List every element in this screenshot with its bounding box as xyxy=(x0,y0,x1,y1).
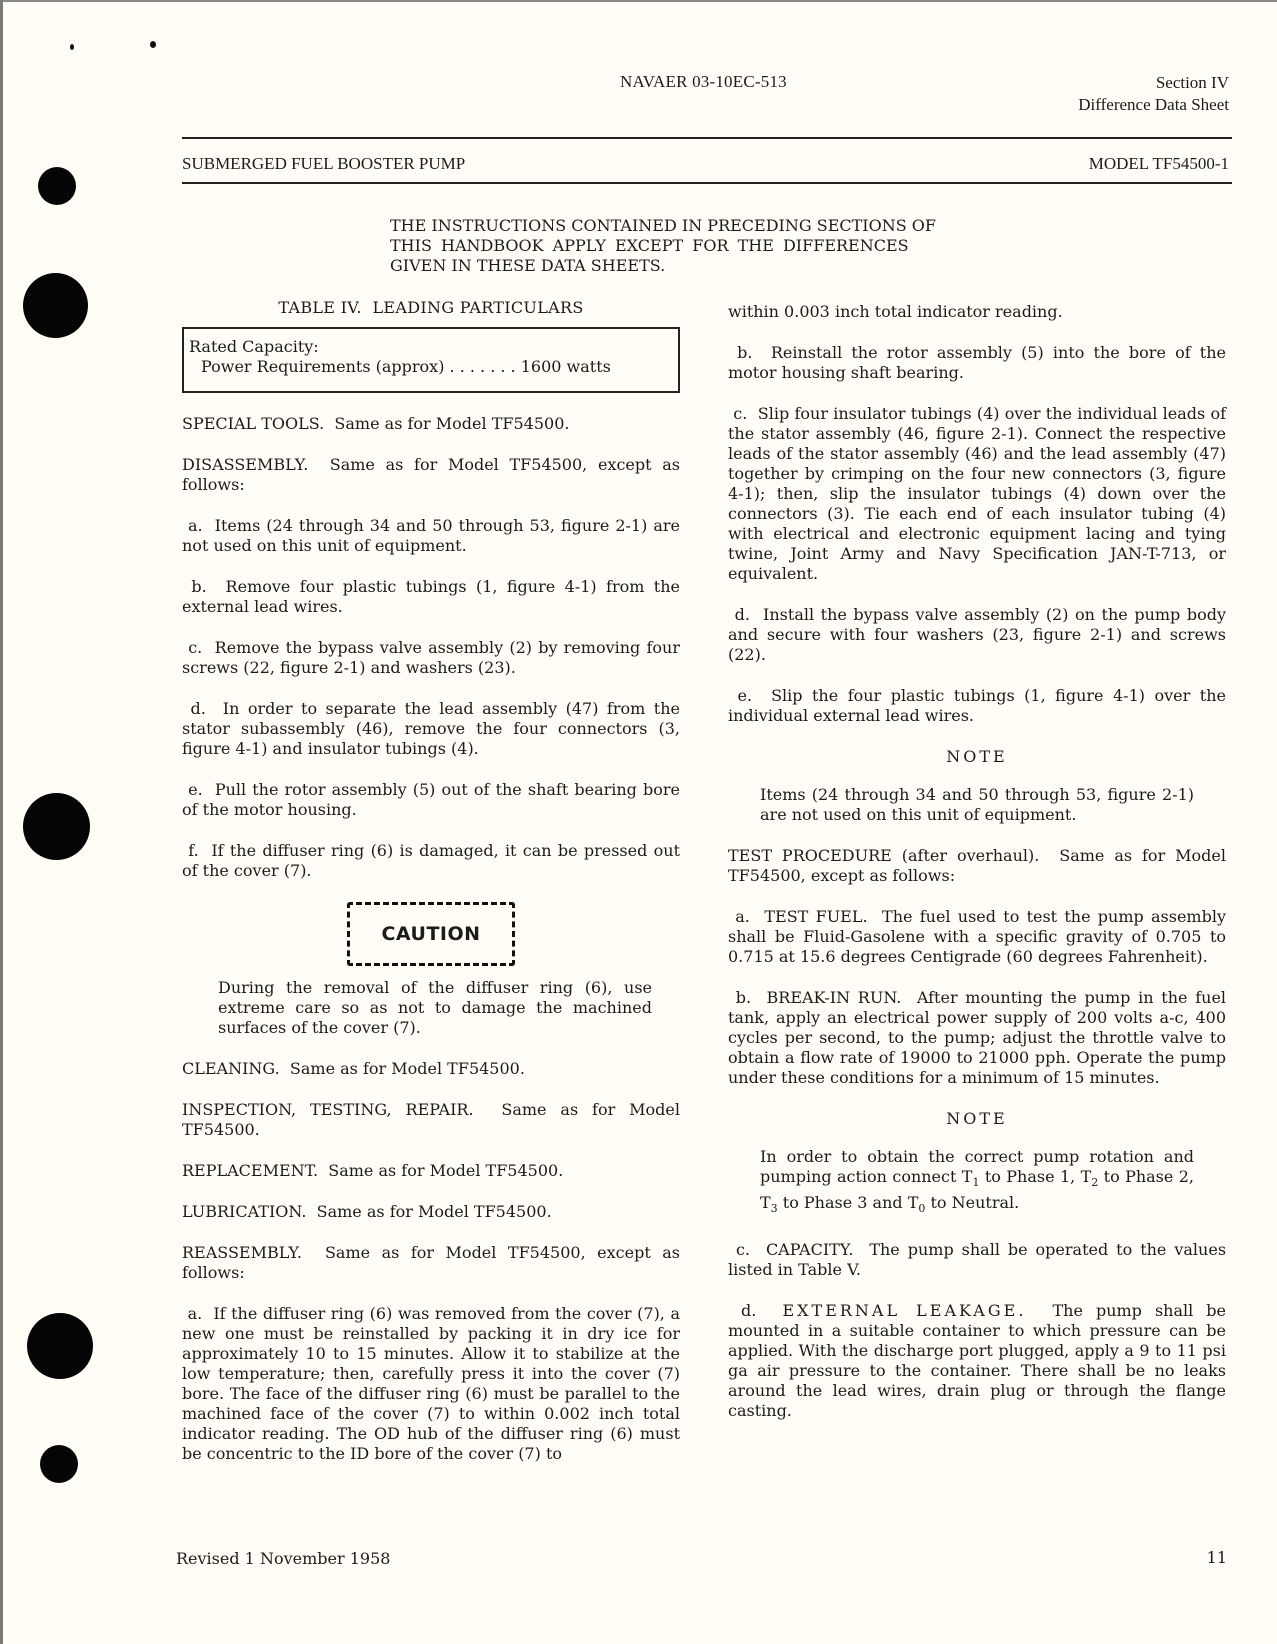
step-heading: EXTERNAL LEAKAGE. xyxy=(782,1301,1027,1321)
page-edge-top xyxy=(0,0,1277,2)
terminal-subscript: 1 xyxy=(972,1176,980,1190)
step-label: a. xyxy=(735,907,750,926)
step-text: Remove four plastic tubings (1, figure 4-1) from the external lead wires. xyxy=(182,577,681,616)
step-label: b. xyxy=(737,343,753,362)
reassembly-step-a xyxy=(182,1304,680,1464)
paragraph-text: Same as for Model TF54500. xyxy=(328,1161,564,1180)
paragraph-text: Same as for Model TF54500, except as follows: xyxy=(182,455,681,494)
item-title: SUBMERGED FUEL BOOSTER PUMP xyxy=(182,154,466,173)
revision-date: Revised 1 November 1958 xyxy=(176,1549,391,1568)
disassembly-step-a xyxy=(182,516,680,556)
paragraph-heading: REASSEMBLY. xyxy=(182,1243,302,1262)
binder-hole xyxy=(40,1445,78,1483)
intro-line: THE INSTRUCTIONS CONTAINED IN PRECEDING SECTIONS OF xyxy=(390,216,936,235)
paragraph-heading: LUBRICATION. xyxy=(182,1202,307,1221)
intro-line: GIVEN IN THESE DATA SHEETS. xyxy=(390,256,666,275)
caution-label: CAUTION xyxy=(347,902,515,966)
special-tools-paragraph xyxy=(182,414,680,434)
section-label: Section IV xyxy=(1155,73,1229,92)
reassembly-step-c xyxy=(728,404,1226,584)
step-label: f. xyxy=(188,841,199,860)
phase-connection-note xyxy=(760,1147,1194,1219)
step-text: If the diffuser ring (6) was removed from the cover (7), a new one must be reinstalled by packing it in dry ice for approximately 10 to 15 minutes. Allow it to stabilize at the low temperature; then, carefully press it into the cover (7) bore. The face of the diffuser ring (6) must be parallel to the machined face of the cover (7) to within 0.002 inch total indicator reading. The OD hub of the diffuser ring (6) must be concentric to the ID bore of the cover (7) to xyxy=(182,1304,680,1463)
step-label: e. xyxy=(737,686,753,705)
step-label: b. xyxy=(735,988,752,1007)
note-text: to Phase 1, T xyxy=(979,1167,1092,1186)
section-subtitle: Difference Data Sheet xyxy=(1078,95,1229,114)
step-text: Pull the rotor assembly (5) out of the shaft bearing bore of the motor housing. xyxy=(182,780,681,819)
step-label: b. xyxy=(191,577,207,596)
page-edge-left xyxy=(0,0,3,1644)
step-heading: TEST FUEL. xyxy=(764,907,868,926)
note-text: In order to obtain the correct pump rotation and pumping action connect T xyxy=(760,1147,1194,1186)
step-text: Items (24 through 34 and 50 through 53, figure 2-1) are not used on this unit of equipment. xyxy=(182,516,680,555)
step-label: a. xyxy=(188,516,203,535)
step-text: If the diffuser ring (6) is damaged, it can be pressed out of the cover (7). xyxy=(182,841,681,880)
disassembly-step-c xyxy=(182,638,680,678)
intro-line: THIS HANDBOOK APPLY EXCEPT FOR THE DIFFERENCES xyxy=(390,236,909,255)
paragraph-text: Same as for Model TF54500. xyxy=(182,1100,681,1139)
replacement-paragraph xyxy=(182,1161,680,1181)
test-step-c-capacity xyxy=(728,1240,1226,1280)
step-text: Reinstall the rotor assembly (5) into the bore of the motor housing shaft bearing. xyxy=(728,343,1227,382)
paragraph-text: Same as for Model TF54500. xyxy=(289,1059,525,1078)
header-rule-bottom xyxy=(182,182,1232,184)
speck-mark xyxy=(150,41,156,48)
table-row-value: 1600 watts xyxy=(520,357,611,376)
note-title: NOTE xyxy=(946,747,1008,766)
reassembly-step-d xyxy=(728,605,1226,665)
paragraph-heading: TEST PROCEDURE (after overhaul). xyxy=(728,846,1040,865)
binder-hole xyxy=(23,273,88,338)
table-row xyxy=(189,357,674,377)
binder-hole xyxy=(38,167,76,205)
note-title: NOTE xyxy=(946,1109,1008,1128)
section-heading xyxy=(1078,72,1229,116)
reassembly-step-b xyxy=(728,343,1226,383)
step-text: The pump shall be mounted in a suitable container to which pressure can be applied. With the discharge port plugged, apply a 9 to 11 psi ga air pressure to the container. There shall be no leaks around the lead wires, drain plug or through the flange casting. xyxy=(728,1301,1227,1421)
step-text: The pump shall be operated to the values listed in Table V. xyxy=(728,1240,1227,1280)
disassembly-paragraph xyxy=(182,455,680,495)
step-label: c. xyxy=(733,404,748,423)
paragraph-text: Same as for Model TF54500. xyxy=(334,414,570,433)
terminal-subscript: 0 xyxy=(918,1202,926,1216)
paragraph-heading: CLEANING. xyxy=(182,1059,280,1078)
note-text: to Phase 3 and T xyxy=(777,1193,919,1213)
table-title: TABLE IV. LEADING PARTICULARS xyxy=(278,298,584,317)
paragraph-text: Same as for Model TF54500, except as follows: xyxy=(182,1243,681,1282)
step-label: c. xyxy=(735,1240,751,1260)
paragraph-heading: DISASSEMBLY. xyxy=(182,455,309,474)
step-label: d. xyxy=(741,1301,757,1321)
step-label: d. xyxy=(190,699,206,718)
step-text: Slip four insulator tubings (4) over the individual leads of the stator assembly (46, figure 2-1). Connect the respective leads of the stator assembly (46) and the lead assembly (47) together by crimping on the four new connectors (3, figure 4-1); then, slip the insulator tubings (4) down over the connectors (3). Tie each end of each insulator tubing (4) with electrical and electronic equipment lacing and tying twine, Joint Army and Navy Specification JAN-T-713, or equivalent. xyxy=(728,404,1226,583)
step-text: Install the bypass valve assembly (2) on the pump body and secure with four washers (23, figure 2-1) and screws (22). xyxy=(728,605,1227,664)
caution-block xyxy=(182,902,680,966)
disassembly-step-d xyxy=(182,699,680,759)
right-column xyxy=(728,302,1226,1442)
paragraph-text: Same as for Model TF54500. xyxy=(316,1202,552,1221)
step-text: In order to separate the lead assembly (47) from the stator subassembly (46), remove the four connectors (3, figure 4-1) and insulator tubings (4). xyxy=(182,699,680,758)
cleaning-paragraph xyxy=(182,1059,680,1079)
leading-particulars-table xyxy=(182,327,680,393)
intro-statement xyxy=(390,216,1030,276)
note-text: to Neutral. xyxy=(925,1193,1020,1213)
disassembly-step-f xyxy=(182,841,680,881)
test-procedure-paragraph xyxy=(728,846,1226,886)
step-heading: BREAK-IN RUN. xyxy=(766,988,902,1007)
terminal-subscript: 3 xyxy=(770,1202,778,1216)
table-row-leader: . . . . . . . xyxy=(444,357,516,376)
test-step-d-leakage xyxy=(728,1301,1226,1421)
note-text: Items (24 through 34 and 50 through 53, figure 2-1) are not used on this unit of equipment. xyxy=(760,785,1194,824)
binder-hole xyxy=(23,793,90,860)
continuation-text: within 0.003 inch total indicator reading. xyxy=(728,302,1063,321)
step-heading: CAPACITY. xyxy=(765,1240,854,1260)
table-row-label: Power Requirements (approx) xyxy=(201,357,445,376)
speck-mark xyxy=(70,44,74,50)
note-text: to Phase 2, T xyxy=(760,1167,1195,1213)
model-number: MODEL TF54500-1 xyxy=(1088,154,1229,173)
test-step-a xyxy=(728,907,1226,967)
disassembly-step-e xyxy=(182,780,680,820)
step-label: d. xyxy=(734,605,750,624)
inspection-paragraph xyxy=(182,1100,680,1140)
step-text: After mounting the pump in the fuel tank, apply an electrical power supply of 200 volts a-c, 400 cycles per second, to the pump; adjust the throttle valve to obtain a flow rate of 19000 to 21000 pph. Operate the pump under these conditions for a minimum of 15 minutes. xyxy=(728,988,1227,1087)
binder-hole xyxy=(27,1313,93,1379)
paragraph-text: Same as for Model TF54500, except as follows: xyxy=(728,846,1227,885)
reassembly-paragraph xyxy=(182,1243,680,1283)
disassembly-step-b xyxy=(182,577,680,617)
step-text: Remove the bypass valve assembly (2) by removing four screws (22, figure 2-1) and washers (23). xyxy=(182,638,680,677)
step-label: c. xyxy=(188,638,203,657)
lubrication-paragraph xyxy=(182,1202,680,1222)
step-text: Slip the four plastic tubings (1, figure 4-1) over the individual external lead wires. xyxy=(728,686,1226,725)
step-label: a. xyxy=(187,1304,203,1323)
paragraph-heading: INSPECTION, TESTING, REPAIR. xyxy=(182,1100,474,1119)
terminal-subscript: 2 xyxy=(1091,1176,1099,1190)
test-step-b xyxy=(728,988,1226,1088)
page-number: 11 xyxy=(1206,1548,1227,1567)
table-heading: Rated Capacity: xyxy=(189,337,319,356)
paragraph-heading: REPLACEMENT. xyxy=(182,1161,319,1180)
step-text: The fuel used to test the pump assembly shall be Fluid-Gasolene with a specific gravity of 0.705 to 0.715 at 15.6 degrees Centigrade (60 degrees Fahrenheit). xyxy=(728,907,1226,966)
step-label: e. xyxy=(188,780,203,799)
header-rule-top xyxy=(182,137,1232,139)
paragraph-heading: SPECIAL TOOLS. xyxy=(182,414,325,433)
left-column xyxy=(182,298,680,1485)
document-number: NAVAER 03-10EC-513 xyxy=(620,72,787,91)
caution-text: During the removal of the diffuser ring (6), use extreme care so as not to damage the machined surfaces of the cover (7). xyxy=(218,978,652,1037)
reassembly-step-e xyxy=(728,686,1226,726)
